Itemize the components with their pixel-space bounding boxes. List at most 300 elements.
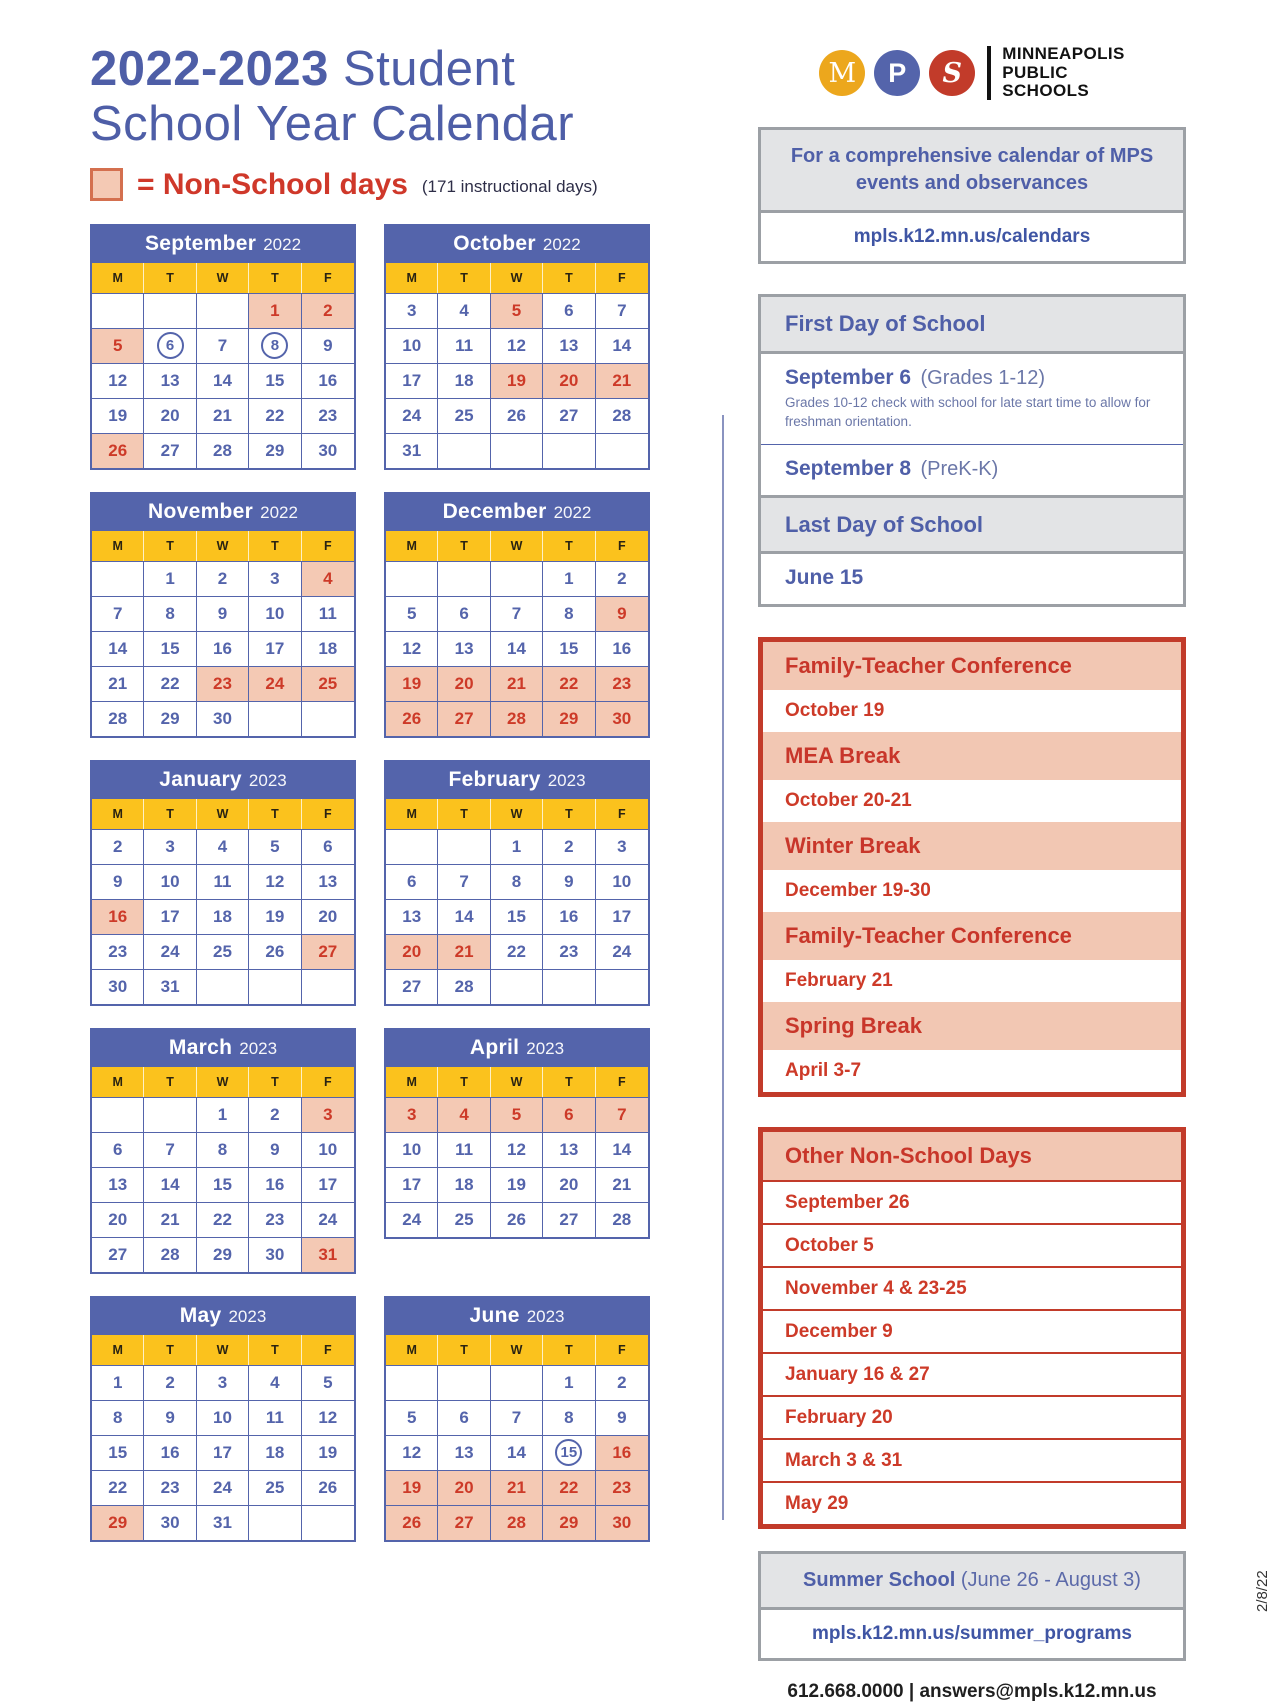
day-nonschool: 30 [596,701,648,736]
day-nonschool: 4 [438,1097,490,1132]
day: 15 [491,899,543,934]
weekday-header: T [543,1335,595,1365]
weekday-header: T [249,1335,301,1365]
day: 8 [92,1400,144,1435]
non-school-day-swatch [90,168,123,201]
contact-info: 612.668.0000 | answers@mpls.k12.mn.us [787,1681,1157,1703]
day-nonschool: 20 [438,1470,490,1505]
day: 10 [386,1132,438,1167]
day: 20 [302,899,354,934]
circle-marker: 6 [157,332,184,359]
day: 13 [144,363,196,398]
weekday-header: T [543,531,595,561]
day-nonschool: 28 [491,701,543,736]
day: 3 [249,561,301,596]
day-empty [386,1365,438,1400]
day: 2 [596,1365,648,1400]
logo-circle-s: S [929,50,975,96]
day-nonschool: 19 [386,1470,438,1505]
day-nonschool: 21 [438,934,490,969]
day-empty [491,1365,543,1400]
calendars-link[interactable]: mpls.k12.mn.us/calendars [761,213,1183,261]
summer-school-title: Summer School [803,1569,956,1592]
mps-logo-circles [819,50,984,96]
weekday-header: T [543,799,595,829]
event-title: MEA Break [763,732,1181,780]
days-grid [92,293,354,468]
day-nonschool: 26 [92,433,144,468]
day-empty [92,293,144,328]
non-school-date: November 4 & 23-25 [763,1268,1181,1311]
months-grid [90,224,652,1542]
day: 10 [302,1132,354,1167]
day: 18 [302,631,354,666]
non-school-date: October 5 [763,1225,1181,1268]
weekday-header: M [92,263,144,293]
first-day-entry-grades1-12 [785,366,1159,432]
weekday-header: T [144,263,196,293]
non-school-date: January 16 & 27 [763,1354,1181,1397]
day: 13 [386,899,438,934]
day: 6 [302,829,354,864]
day: 23 [543,934,595,969]
mps-logo-name [1002,45,1124,101]
day-nonschool: 27 [302,934,354,969]
day-empty [491,433,543,468]
month-title [386,1030,648,1067]
day: 15 [197,1167,249,1202]
first-day-note: Grades 10-12 check with school for late start time to allow for freshman orientation. [785,394,1151,429]
month-year: 2022 [542,234,581,254]
first-day-date-grades: September 6 [785,365,912,389]
event-date: December 19-30 [763,870,1181,912]
day: 5 [249,829,301,864]
day: 7 [491,1400,543,1435]
day: 12 [249,864,301,899]
day: 3 [386,293,438,328]
weekday-row [92,799,354,829]
days-grid [386,829,648,1004]
day: 16 [543,899,595,934]
day-nonschool: 5 [92,328,144,363]
day-nonschool: 22 [543,666,595,701]
day: 19 [92,398,144,433]
day-nonschool: 29 [92,1505,144,1540]
month-name: June [469,1303,520,1327]
weekday-header: F [323,806,332,821]
day: 15 [144,631,196,666]
day-empty [249,701,301,736]
day: 25 [249,1470,301,1505]
weekday-header: T [438,799,490,829]
day: 2 [543,829,595,864]
day: 20 [543,1167,595,1202]
day: 13 [543,328,595,363]
weekday-header: T [144,1067,196,1097]
month-title [92,762,354,799]
day: 11 [438,1132,490,1167]
summer-programs-link[interactable]: mpls.k12.mn.us/summer_programs [761,1610,1183,1658]
day: 26 [302,1470,354,1505]
weekday-header: M [386,799,438,829]
summer-school-box [758,1551,1186,1661]
day: 2 [197,561,249,596]
day: 5 [386,596,438,631]
day-nonschool: 31 [302,1237,354,1272]
day: 24 [197,1470,249,1505]
last-day-date: June 15 [785,566,864,590]
page-title-student: Student [328,42,516,96]
month-year: 2022 [260,502,298,522]
logo-name-line: SCHOOLS [1002,81,1090,101]
day: 16 [249,1167,301,1202]
day: 26 [491,1202,543,1237]
summer-school-header [761,1554,1183,1610]
weekday-header: W [197,1067,249,1097]
day: 24 [596,934,648,969]
day: 5 [386,1400,438,1435]
day: 16 [596,631,648,666]
day: 24 [386,1202,438,1237]
day: 16 [302,363,354,398]
day: 17 [386,363,438,398]
day: 8 [144,596,196,631]
summer-school-dates: (June 26 - August 3) [955,1569,1141,1592]
day-nonschool: 21 [491,666,543,701]
day-empty [249,1505,301,1540]
month-title [386,226,648,263]
last-day-header: Last Day of School [761,495,1183,555]
day: 23 [302,398,354,433]
last-day-entry [761,554,1183,604]
day: 21 [144,1202,196,1237]
day-nonschool: 23 [596,666,648,701]
month-title [386,762,648,799]
day-nonschool: 29 [543,701,595,736]
day-nonschool: 30 [596,1505,648,1540]
legend [90,168,652,202]
day: 17 [249,631,301,666]
days-grid [386,1097,648,1237]
day-empty [92,1097,144,1132]
day: 8 [197,1132,249,1167]
day: 22 [197,1202,249,1237]
day: 18 [438,1167,490,1202]
day: 11 [249,1400,301,1435]
first-last-day-box [758,294,1186,607]
first-day-entries [761,354,1183,495]
day: 3 [596,829,648,864]
other-non-school-days-box [758,1127,1186,1529]
day-nonschool: 9 [596,596,648,631]
month-march [90,1028,356,1274]
days-grid [92,1365,354,1540]
day: 29 [144,701,196,736]
day: 12 [491,1132,543,1167]
day: 12 [92,363,144,398]
day: 14 [197,363,249,398]
weekday-row [386,531,648,561]
day: 29 [197,1237,249,1272]
weekday-header: T [438,1067,490,1097]
day-nonschool: 23 [197,666,249,701]
legend-note: (171 instructional days) [421,176,598,196]
day-nonschool: 16 [92,899,144,934]
day: 6 [92,1132,144,1167]
day: 14 [491,1435,543,1470]
weekday-row [92,1067,354,1097]
weekday-header: F [617,538,626,553]
weekday-header: T [249,1067,301,1097]
day: 18 [249,1435,301,1470]
month-october [384,224,650,470]
weekday-header: T [543,1067,595,1097]
weekday-header: F [617,1074,626,1089]
month-name: October [453,231,536,255]
day: 27 [386,969,438,1004]
first-day-header: First Day of School [761,297,1183,354]
page-title [90,42,652,152]
month-name: January [159,767,242,791]
weekday-header: M [386,531,438,561]
day: 31 [386,433,438,468]
weekday-header: M [92,799,144,829]
weekday-header: M [386,1335,438,1365]
day: 6 [438,1400,490,1435]
weekday-header: F [323,270,332,285]
day: 9 [197,596,249,631]
day: 14 [596,328,648,363]
day-empty [302,1505,354,1540]
month-title [92,1298,354,1335]
weekday-header: F [617,270,626,285]
day: 4 [249,1365,301,1400]
month-year: 2023 [526,1306,565,1326]
day-empty [438,433,490,468]
column-divider [722,415,724,1520]
weekday-header: T [438,1335,490,1365]
day: 7 [438,864,490,899]
weekday-header: M [92,1067,144,1097]
weekday-header: W [197,1335,249,1365]
day: 14 [438,899,490,934]
day: 16 [197,631,249,666]
event-date: April 3-7 [763,1050,1181,1092]
weekday-header: F [617,1342,626,1357]
day: 31 [144,969,196,1004]
day-nonschool: 28 [491,1505,543,1540]
day-empty [144,1097,196,1132]
day-empty [543,433,595,468]
day: 3 [144,829,196,864]
day: 11 [197,864,249,899]
day: 12 [302,1400,354,1435]
day: 10 [386,328,438,363]
day-nonschool: 5 [491,1097,543,1132]
month-year: 2023 [248,770,287,790]
day: 7 [197,328,249,363]
comprehensive-calendar-box [758,127,1186,264]
day: 9 [144,1400,196,1435]
day-empty [543,969,595,1004]
day: 22 [144,666,196,701]
day: 30 [144,1505,196,1540]
weekday-header: T [144,1335,196,1365]
weekday-row [92,1335,354,1365]
day: 24 [386,398,438,433]
day-circled [249,328,301,363]
month-may [90,1296,356,1542]
day: 7 [144,1132,196,1167]
day-nonschool: 1 [249,293,301,328]
circle-marker: 8 [261,332,288,359]
weekday-header: W [491,799,543,829]
month-name: November [148,499,254,523]
day: 15 [92,1435,144,1470]
logo-name-line: PUBLIC [1002,62,1068,82]
day: 30 [92,969,144,1004]
weekday-header: W [491,1335,543,1365]
day: 30 [197,701,249,736]
month-title [92,226,354,263]
day: 10 [197,1400,249,1435]
weekday-header: F [323,1074,332,1089]
day: 20 [92,1202,144,1237]
weekday-header: M [92,531,144,561]
day-nonschool: 20 [543,363,595,398]
day-nonschool: 7 [596,1097,648,1132]
day-empty [92,561,144,596]
day: 9 [249,1132,301,1167]
day: 16 [144,1435,196,1470]
entry-divider [761,444,1183,445]
day-nonschool: 3 [386,1097,438,1132]
day: 12 [386,1435,438,1470]
day-nonschool: 4 [302,561,354,596]
days-grid [386,561,648,736]
day: 19 [249,899,301,934]
month-title [92,494,354,531]
day: 23 [92,934,144,969]
month-november [90,492,356,738]
mps-logo [758,45,1186,101]
event-title: Winter Break [763,822,1181,870]
month-title [386,1298,648,1335]
day-nonschool: 19 [386,666,438,701]
day: 2 [144,1365,196,1400]
day-empty [438,829,490,864]
day-nonschool: 26 [386,1505,438,1540]
other-non-school-days-list [763,1182,1181,1524]
day: 9 [302,328,354,363]
non-school-date: September 26 [763,1182,1181,1225]
day: 10 [249,596,301,631]
day: 21 [92,666,144,701]
weekday-row [386,1067,648,1097]
sidebar [758,45,1186,1703]
day-empty [197,969,249,1004]
day: 27 [144,433,196,468]
weekday-header: T [543,263,595,293]
month-december [384,492,650,738]
event-date: February 21 [763,960,1181,1002]
day-nonschool: 23 [596,1470,648,1505]
calendar-column [90,42,652,1542]
day-nonschool: 21 [596,363,648,398]
day: 31 [197,1505,249,1540]
day-nonschool: 20 [438,666,490,701]
weekday-header: W [197,263,249,293]
weekday-row [92,263,354,293]
day-empty [386,829,438,864]
month-september [90,224,356,470]
day: 25 [438,1202,490,1237]
day: 7 [92,596,144,631]
day-nonschool: 20 [386,934,438,969]
first-day-entry-prek [785,457,1159,481]
day: 30 [302,433,354,468]
weekday-header: F [617,806,626,821]
day: 17 [596,899,648,934]
day: 6 [438,596,490,631]
weekday-row [386,263,648,293]
day-empty [249,969,301,1004]
day: 14 [491,631,543,666]
weekday-header: M [92,1335,144,1365]
legend-label: = Non-School days [137,167,408,201]
month-year: 2023 [547,770,586,790]
day: 4 [197,829,249,864]
day: 25 [438,398,490,433]
day: 28 [144,1237,196,1272]
day-nonschool: 5 [491,293,543,328]
day-nonschool: 22 [543,1470,595,1505]
day: 14 [144,1167,196,1202]
day: 23 [249,1202,301,1237]
day: 28 [596,1202,648,1237]
days-grid [386,293,648,468]
day-nonschool: 2 [302,293,354,328]
day: 13 [543,1132,595,1167]
non-school-date: March 3 & 31 [763,1440,1181,1483]
day: 27 [543,398,595,433]
month-february [384,760,650,1006]
day-circled [144,328,196,363]
month-june [384,1296,650,1542]
day-nonschool: 6 [543,1097,595,1132]
day-empty [491,969,543,1004]
day: 25 [197,934,249,969]
day-nonschool: 29 [543,1505,595,1540]
day: 13 [438,631,490,666]
day-empty [438,1365,490,1400]
weekday-header: T [144,531,196,561]
event-title: Family-Teacher Conference [763,912,1181,960]
day: 2 [249,1097,301,1132]
page-title-line2: School Year Calendar [90,96,575,151]
day: 15 [543,631,595,666]
day: 28 [92,701,144,736]
day: 7 [596,293,648,328]
month-name: December [442,499,547,523]
day-nonschool: 27 [438,1505,490,1540]
non-school-date: May 29 [785,1492,849,1514]
first-day-date-prek: September 8 [785,456,912,480]
comprehensive-calendar-header: For a comprehensive calendar of MPS events and observances [761,130,1183,213]
event-title: Family-Teacher Conference [763,642,1181,690]
weekday-header: W [491,263,543,293]
event-title: Spring Break [763,1002,1181,1050]
